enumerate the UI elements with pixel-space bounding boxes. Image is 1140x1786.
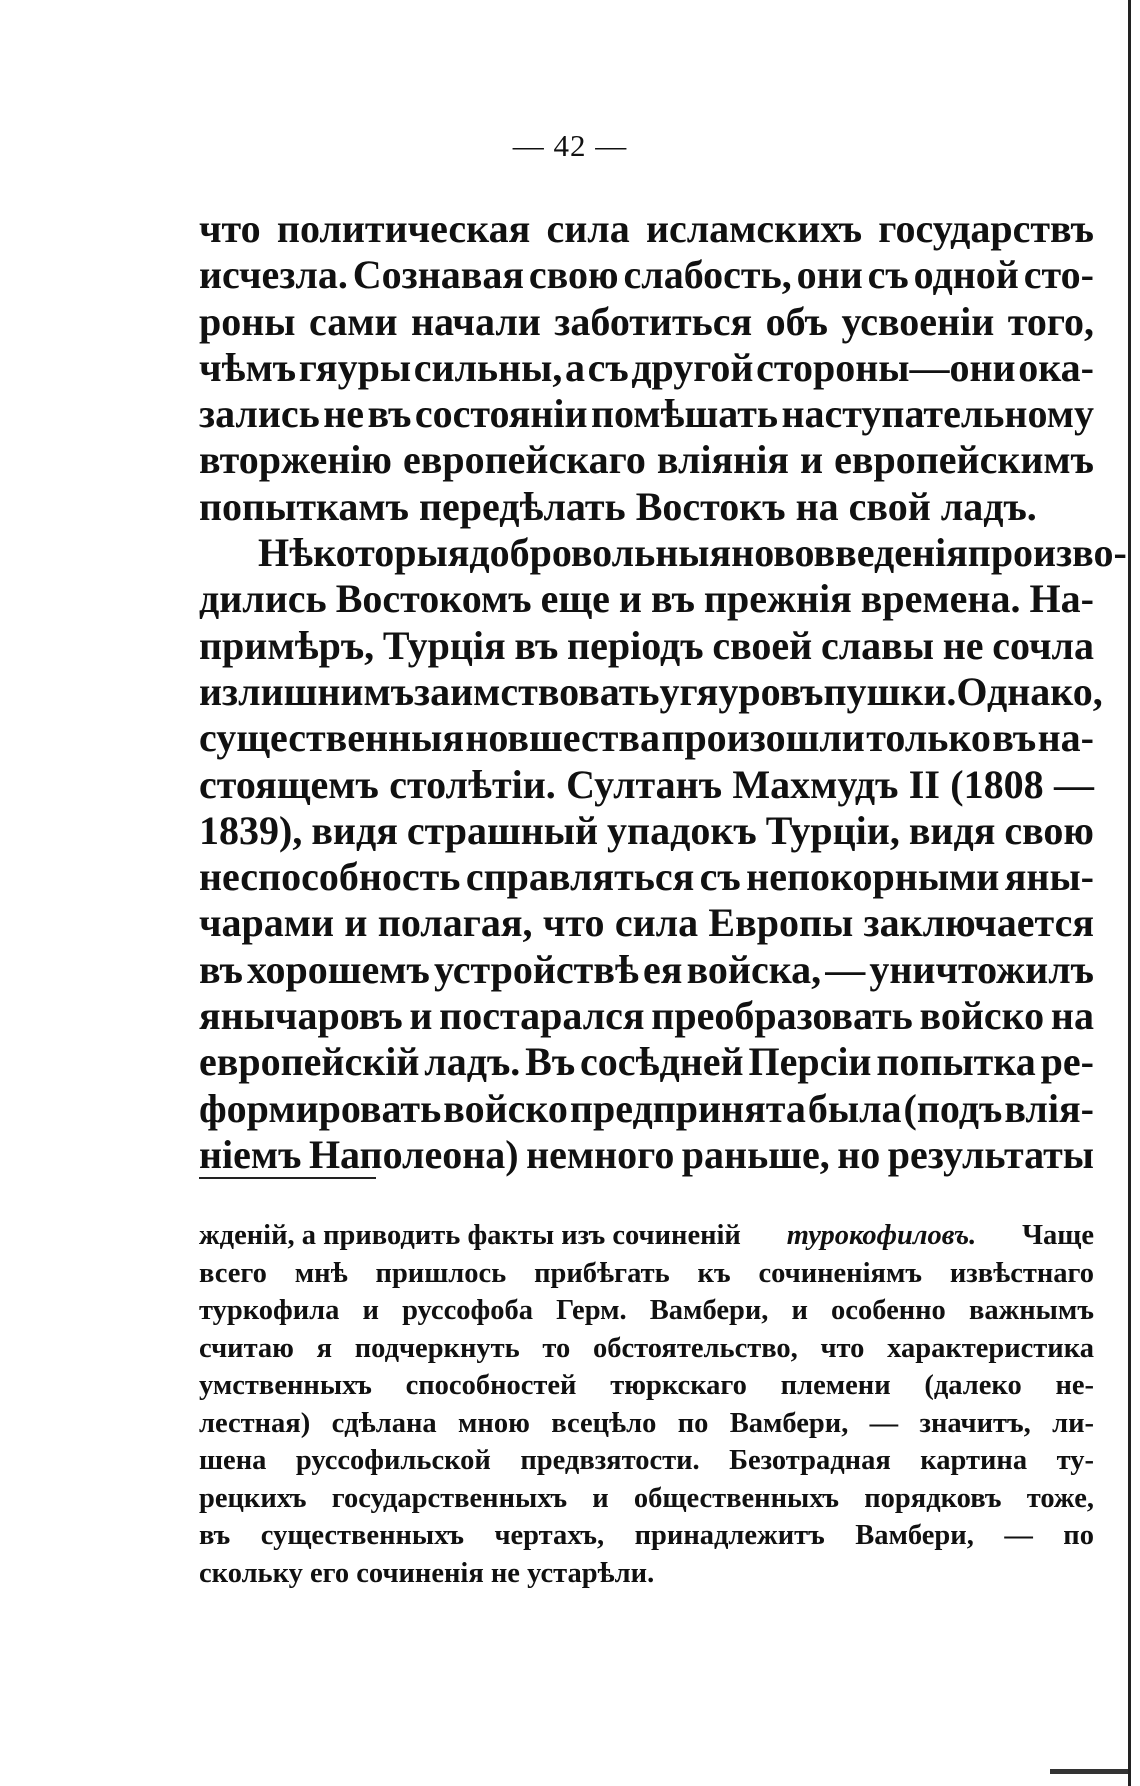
text-line — [199, 947, 1094, 993]
word: въ — [992, 715, 1037, 761]
word: На- — [1029, 576, 1094, 622]
word: у — [659, 668, 680, 714]
word: видя — [311, 807, 398, 853]
text-line — [199, 299, 1094, 345]
word: — — [1004, 1520, 1033, 1551]
word: Однако, — [956, 668, 1103, 714]
text-line — [199, 530, 1127, 576]
word: зались — [199, 391, 320, 437]
main-text — [199, 206, 1127, 1178]
word: прибѣгать — [534, 1257, 670, 1289]
word: особенно — [831, 1295, 946, 1326]
word: только — [866, 715, 991, 761]
word: руссофильской — [295, 1445, 491, 1476]
word: всего — [199, 1257, 267, 1289]
word: (1808 — [950, 761, 1044, 807]
word: ладъ. — [424, 1039, 521, 1085]
word: другой — [631, 344, 754, 390]
word: не — [323, 391, 365, 437]
word: лестная) — [199, 1407, 311, 1439]
word: характеристика — [887, 1332, 1094, 1364]
word: нiемъ — [199, 1131, 302, 1177]
word: руссофоба — [402, 1295, 533, 1326]
word: важнымъ — [968, 1295, 1094, 1326]
word: съ — [699, 854, 741, 900]
word: стоящемъ — [199, 761, 379, 807]
word: способностей — [405, 1370, 577, 1401]
word: Безотрадная — [729, 1445, 891, 1476]
word: Турцiи, — [765, 807, 900, 853]
footnote — [199, 1217, 1094, 1592]
word: исчезла. — [199, 252, 348, 298]
word: извѣстнаго — [949, 1257, 1094, 1289]
word: гяуры — [298, 344, 412, 390]
word: Махмудъ — [732, 761, 899, 807]
word: Герм. — [556, 1295, 627, 1326]
footnote-segment: Чаще — [1022, 1220, 1094, 1251]
word: устройствѣ — [433, 946, 639, 992]
word: всецѣло — [551, 1407, 657, 1439]
word: того, — [1007, 298, 1094, 344]
word: была — [807, 1085, 902, 1131]
footnote-segment: жденiй, а приводить факты изъ сочиненiй — [199, 1220, 741, 1251]
word: въ — [514, 622, 559, 668]
word: въ — [367, 391, 412, 437]
word: порядковъ — [864, 1482, 1002, 1514]
word: свою — [1004, 807, 1094, 853]
text-line — [199, 1132, 1094, 1178]
word: новшества — [465, 715, 661, 761]
word: Востокомъ — [335, 576, 532, 622]
word: (подъ — [903, 1085, 1003, 1131]
word: свою — [528, 252, 619, 298]
word: и — [618, 576, 642, 622]
word: начали — [410, 298, 541, 344]
word: столѣтiи. — [389, 761, 556, 807]
word: ли- — [1052, 1407, 1094, 1439]
word: тюркскаго — [610, 1370, 747, 1401]
word: мнѣ — [294, 1257, 348, 1289]
footnote-line — [199, 1405, 1094, 1443]
word: Вамбери, — [855, 1520, 974, 1551]
page-edge — [1128, 0, 1131, 1786]
word: по — [677, 1407, 709, 1439]
word: своей — [712, 622, 813, 668]
word: уничтожилъ — [869, 946, 1094, 992]
word: что — [820, 1332, 865, 1364]
word: то — [542, 1332, 571, 1364]
word: государствъ — [878, 206, 1094, 251]
footnote-line — [199, 1330, 1094, 1368]
word: и — [592, 1482, 609, 1514]
text-line — [199, 206, 1094, 252]
word: сильны, — [413, 344, 563, 390]
text-line — [199, 623, 1094, 669]
word: 1839), — [199, 807, 303, 853]
footnote-line — [199, 1217, 1094, 1255]
text-line — [199, 993, 1094, 1039]
footnote-divider — [199, 1177, 376, 1179]
word: но — [837, 1131, 881, 1177]
word: наступательному — [781, 391, 1094, 437]
word: не — [942, 622, 984, 668]
word: сами — [308, 298, 398, 344]
word: Вамбери, — [649, 1295, 769, 1326]
word: неспособность — [199, 854, 461, 900]
word: помѣшать — [590, 391, 779, 437]
footnote-italic-term: турокофиловъ. — [786, 1220, 977, 1251]
text-line — [199, 900, 1094, 946]
word: сто- — [1023, 252, 1094, 298]
word: немного — [526, 1131, 675, 1177]
word: съ — [587, 344, 629, 390]
word: чертахъ, — [494, 1520, 605, 1551]
word: сила — [614, 900, 699, 946]
word: примѣръ, — [199, 622, 375, 668]
word: заимствовать — [414, 668, 660, 714]
text-line — [199, 715, 1094, 761]
text-line — [199, 576, 1094, 622]
word: европейскимъ — [834, 437, 1094, 483]
word: пушки. — [823, 668, 957, 714]
footnote-line — [199, 1480, 1094, 1518]
word: сочиненiямъ — [758, 1257, 922, 1289]
word: войско — [919, 993, 1045, 1039]
word: предвзятости. — [520, 1445, 700, 1476]
word: стороны—они — [756, 344, 1016, 390]
word: непокорными — [746, 854, 1000, 900]
footnote-line — [199, 1367, 1094, 1405]
word: упадокъ — [607, 807, 757, 853]
word: влiянiя — [656, 437, 789, 483]
word: пришлось — [375, 1257, 507, 1289]
word: нововведенiя — [731, 530, 968, 576]
word: — — [825, 946, 866, 992]
word: племени — [780, 1370, 891, 1401]
word: перiодъ — [567, 622, 704, 668]
footnote-line — [199, 1517, 1094, 1555]
word: исламскихъ — [645, 206, 863, 251]
word: попытка — [876, 1039, 1036, 1085]
word: войско — [443, 1085, 568, 1131]
word: политическая — [276, 206, 531, 251]
word: и — [409, 993, 433, 1039]
word: чарами — [199, 900, 335, 946]
scan-artifact-mark — [1050, 1769, 1128, 1774]
word: европейскаго — [403, 437, 646, 483]
word: Вамбери, — [729, 1407, 849, 1439]
word: Султанъ — [566, 761, 723, 807]
word: произошли — [661, 715, 865, 761]
word: шена — [199, 1445, 267, 1476]
word: полагая, — [377, 900, 533, 946]
word: и — [344, 900, 368, 946]
word: славы — [820, 622, 934, 668]
word: слабость, — [623, 252, 792, 298]
footnote-line: скольку его сочиненiя не устарѣли. — [199, 1557, 655, 1589]
word: чѣмъ — [199, 344, 297, 390]
text-line — [199, 391, 1094, 437]
word: хорошемъ — [247, 946, 430, 992]
word: ре- — [1040, 1039, 1094, 1085]
word: Турцiя — [382, 622, 506, 668]
word: ея — [643, 946, 683, 992]
word: и — [362, 1295, 379, 1326]
word: считаю — [199, 1332, 294, 1364]
word: къ — [697, 1257, 731, 1289]
word: видя — [908, 807, 996, 853]
text-line — [199, 1086, 1094, 1132]
word: постарался — [439, 993, 645, 1039]
word: янычаровъ — [199, 993, 403, 1039]
text-line — [199, 1039, 1094, 1085]
word: — — [1053, 761, 1094, 807]
word: Наполеона) — [308, 1131, 519, 1177]
word: сосѣдней — [580, 1039, 744, 1085]
word: вторженiю — [199, 437, 392, 483]
word: по — [1063, 1520, 1094, 1551]
word: мною — [458, 1407, 530, 1439]
text-line — [199, 252, 1094, 298]
word: рецкихъ — [199, 1482, 307, 1514]
word: значитъ, — [919, 1407, 1031, 1439]
word: Европы — [708, 900, 854, 946]
word: усвоенiи — [841, 298, 995, 344]
word: заботиться — [554, 298, 753, 344]
word: сочла — [992, 622, 1094, 668]
text-line — [199, 345, 1094, 391]
word: государственныхъ — [331, 1482, 568, 1514]
word: времена. — [860, 576, 1021, 622]
page-number: — 42 — — [512, 128, 628, 163]
word: одной — [913, 252, 1019, 298]
word: что — [199, 206, 261, 251]
word: не- — [1055, 1370, 1094, 1401]
word: европейскiй — [199, 1039, 420, 1085]
text-line: попыткамъ передѣлать Востокъ на свой ладъ. — [199, 483, 1037, 529]
word: сдѣлана — [331, 1407, 437, 1439]
word: съ — [867, 252, 909, 298]
word: заключается — [863, 900, 1094, 946]
word: на — [1050, 993, 1094, 1039]
text-line — [199, 437, 1094, 483]
word: Персiи — [748, 1039, 872, 1085]
word: и — [791, 1295, 808, 1326]
word: общественныхъ — [633, 1482, 840, 1514]
word: произво- — [967, 530, 1127, 576]
word: предпринята — [569, 1085, 806, 1131]
word: добровольныя — [469, 530, 732, 576]
word: подчеркнуть — [354, 1332, 520, 1364]
word: принадлежитъ — [634, 1520, 825, 1551]
word: влiя- — [1004, 1085, 1094, 1131]
word: прежнiя — [703, 576, 852, 622]
word: сила — [546, 206, 630, 251]
word: раньше, — [681, 1131, 830, 1177]
word: обстоятельство, — [592, 1332, 798, 1364]
word: существенныхъ — [260, 1520, 464, 1551]
footnote-line — [199, 1255, 1094, 1293]
word: II — [908, 761, 940, 807]
word: объ — [765, 298, 828, 344]
word: въ — [199, 1520, 231, 1551]
word: а — [564, 344, 585, 390]
word: и — [800, 437, 824, 483]
word: преобразовать — [651, 993, 913, 1039]
word: страшный — [406, 807, 599, 853]
word: въ — [199, 946, 243, 992]
word: что — [542, 900, 605, 946]
word: войска, — [686, 946, 822, 992]
footnote-line — [199, 1292, 1094, 1330]
text-line — [199, 762, 1094, 808]
word: существенныя — [199, 715, 464, 761]
word: въ — [650, 576, 695, 622]
footnote-line — [199, 1442, 1094, 1480]
word: дились — [199, 576, 327, 622]
word: туркофила — [199, 1295, 340, 1326]
text-line — [199, 854, 1094, 900]
word: справляться — [465, 854, 695, 900]
word: картина — [920, 1445, 1028, 1476]
word: роны — [199, 298, 296, 344]
word: умственныхъ — [199, 1370, 372, 1401]
text-line — [199, 808, 1094, 854]
word: тоже, — [1026, 1482, 1094, 1514]
word: (далеко — [924, 1370, 1022, 1401]
word: — — [869, 1407, 899, 1439]
word: ту- — [1056, 1445, 1094, 1476]
word: Въ — [525, 1039, 576, 1085]
word: я — [316, 1332, 333, 1364]
word: ока- — [1018, 344, 1094, 390]
word: излишнимъ — [199, 668, 415, 714]
text-line — [199, 668, 1103, 715]
word: Сознавая — [352, 252, 524, 298]
word: гяуровъ — [679, 668, 824, 714]
word: они — [796, 252, 863, 298]
word: состоянiи — [414, 391, 588, 437]
word: яны- — [1004, 854, 1094, 900]
word: еще — [540, 576, 610, 622]
word: результаты — [887, 1131, 1094, 1177]
word: формировать — [199, 1085, 442, 1131]
word: Нѣкоторыя — [258, 530, 470, 576]
word: на- — [1037, 715, 1094, 761]
